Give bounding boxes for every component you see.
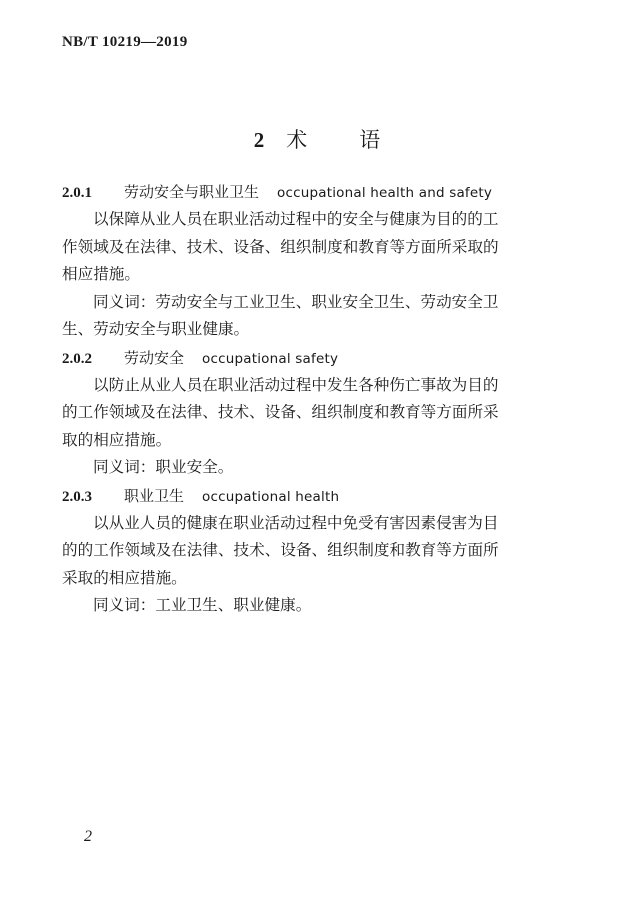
term-number: 2.0.1 xyxy=(62,185,92,201)
definition-line: 的工作领域及在法律、技术、设备、组织制度和教育等方面所采 xyxy=(62,403,499,421)
definition-line: 相应措施。 xyxy=(62,265,140,283)
term-entry xyxy=(62,178,562,344)
term-heading xyxy=(62,178,562,206)
term-english: occupational safety xyxy=(202,350,339,367)
definition-line: 以从业人员的健康在职业活动过程中免受有害因素侵害为目 xyxy=(93,513,499,532)
term-entry xyxy=(62,344,562,482)
term-definition xyxy=(62,510,562,593)
definition-line: 以保障从业人员在职业活动过程中的安全与健康为目的的工 xyxy=(93,210,499,228)
definition-line: 以防止从业人员在职业活动过程中发生各种伤亡事故为目的 xyxy=(93,375,499,394)
synonym-line: 同义词：职业安全。 xyxy=(93,458,234,476)
page-number: 2 xyxy=(84,828,92,845)
terms-section xyxy=(62,178,562,620)
term-english: occupational health and safety xyxy=(277,185,493,201)
term-chinese: 劳动安全与职业卫生 xyxy=(124,183,260,201)
term-number: 2.0.3 xyxy=(62,488,92,505)
definition-line: 作领域及在法律、技术、设备、组织制度和教育等方面所采取的 xyxy=(62,237,499,256)
synonym-line: 同义词：工业卫生、职业健康。 xyxy=(93,596,312,614)
term-number: 2.0.2 xyxy=(62,350,92,367)
synonym-line: 生、劳动安全与职业健康。 xyxy=(62,320,250,338)
term-entry xyxy=(62,482,562,620)
standard-code-header: NB/T 10219—2019 xyxy=(62,34,188,50)
term-definition xyxy=(62,372,562,455)
chapter-title-word-2: 语 xyxy=(359,128,381,152)
chapter-number: 2 xyxy=(253,128,265,152)
term-english: occupational health xyxy=(202,488,340,505)
definition-line: 采取的相应措施。 xyxy=(62,568,187,587)
term-synonyms xyxy=(62,592,562,620)
term-heading xyxy=(62,344,562,372)
term-heading xyxy=(62,482,562,510)
term-synonyms xyxy=(62,454,562,482)
term-definition xyxy=(62,206,562,289)
chapter-title xyxy=(0,124,634,154)
term-chinese: 职业卫生 xyxy=(124,486,185,505)
definition-line: 取的相应措施。 xyxy=(62,430,172,449)
chapter-title-word-1: 术 xyxy=(286,128,308,152)
definition-line: 的的工作领域及在法律、技术、设备、组织制度和教育等方面所 xyxy=(62,541,499,559)
term-chinese: 劳动安全 xyxy=(124,348,185,367)
term-synonyms xyxy=(62,289,562,344)
synonym-line: 同义词：劳动安全与工业卫生、职业安全卫生、劳动安全卫 xyxy=(93,292,499,311)
